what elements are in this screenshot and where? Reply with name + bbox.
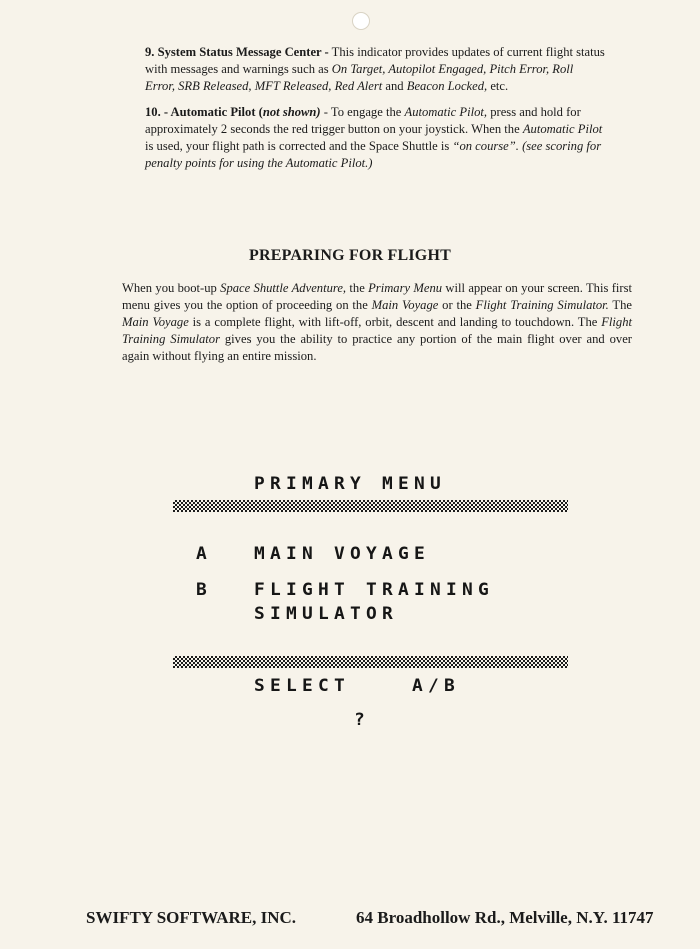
- punch-hole: [352, 12, 370, 30]
- footer-company: SWIFTY SOFTWARE, INC.: [86, 908, 297, 927]
- intro-s5: The: [608, 298, 632, 312]
- option-flight-training: FLIGHT TRAINING: [254, 580, 494, 600]
- intro-game: Space Shuttle Adventure,: [220, 281, 347, 295]
- item-9-end: etc.: [487, 79, 509, 93]
- item-10-ap-1: Automatic Pilot,: [404, 105, 488, 119]
- option-main-voyage: MAIN VOYAGE: [254, 544, 430, 564]
- item-10-text-a: - To engage the: [320, 105, 405, 119]
- item-10-title: 10. - Automatic Pilot (: [145, 105, 263, 119]
- item-9-examples: On Target, Autopilot Engaged, Pitch Error, Roll Error, SRB Released, MFT Released, Red Alert: [145, 62, 574, 93]
- intro-s2: the: [346, 281, 369, 295]
- item-9-text: This indicator provides updates of current flight status with messages and warnings such as: [145, 45, 605, 76]
- section-heading: PREPARING FOR FLIGHT: [249, 247, 451, 264]
- intro-s3: will appear on your screen. This first menu gives you the option of proceeding on the: [122, 281, 632, 312]
- item-10-ap-2: Automatic Pilot: [522, 122, 603, 136]
- intro-s7: gives you the ability to practice any portion of the main flight over and over again without flying an entire mission.: [122, 332, 632, 363]
- intro-s6: is a complete flight, with lift-off, orbit, descent and landing to touchdown. The: [188, 315, 602, 329]
- footer-address: 64 Broadhollow Rd., Melville, N.Y. 11747: [356, 908, 654, 927]
- item-10-note: (see scoring for penalty points for using the Automatic Pilot.): [145, 139, 602, 170]
- select-keys: A/B: [412, 676, 461, 696]
- intro-main-voyage-1: Main Voyage: [371, 298, 439, 312]
- item-10-text-c: is used, your flight path is corrected and the Space Shuttle is: [145, 139, 453, 153]
- item-10-title-italic: not shown): [262, 105, 321, 119]
- intro-main-voyage-2: Main Voyage: [122, 315, 189, 329]
- intro-fts-1: Flight Training Simulator.: [475, 298, 609, 312]
- intro-primary-menu: Primary Menu: [368, 281, 443, 295]
- intro-paragraph: [122, 280, 632, 365]
- checker-divider-top: [173, 500, 568, 512]
- option-simulator: SIMULATOR: [254, 604, 398, 624]
- select-prompt-label: SELECT: [254, 676, 350, 696]
- item-9-examples-2: Beacon Locked,: [406, 79, 488, 93]
- item-10-text-b: press and hold for approximately 2 seconds the red trigger button on your joystick. When the: [145, 105, 581, 136]
- option-a-key: A: [196, 544, 213, 564]
- intro-fts-2: Flight Training Simulator: [122, 315, 632, 346]
- intro-s4: or the: [438, 298, 476, 312]
- menu-title: PRIMARY MENU: [254, 474, 446, 494]
- item-10-on-course: “on course”.: [452, 139, 519, 153]
- input-prompt: ?: [354, 710, 371, 730]
- item-9-title: 9. System Status Message Center -: [145, 45, 329, 59]
- checker-divider-bottom: [173, 656, 568, 668]
- option-b-key: B: [196, 580, 213, 600]
- item-9-system-status: [145, 44, 605, 95]
- item-9-and: and: [382, 79, 407, 93]
- intro-s1: When you boot-up: [122, 281, 221, 295]
- item-10-automatic-pilot: [145, 104, 605, 172]
